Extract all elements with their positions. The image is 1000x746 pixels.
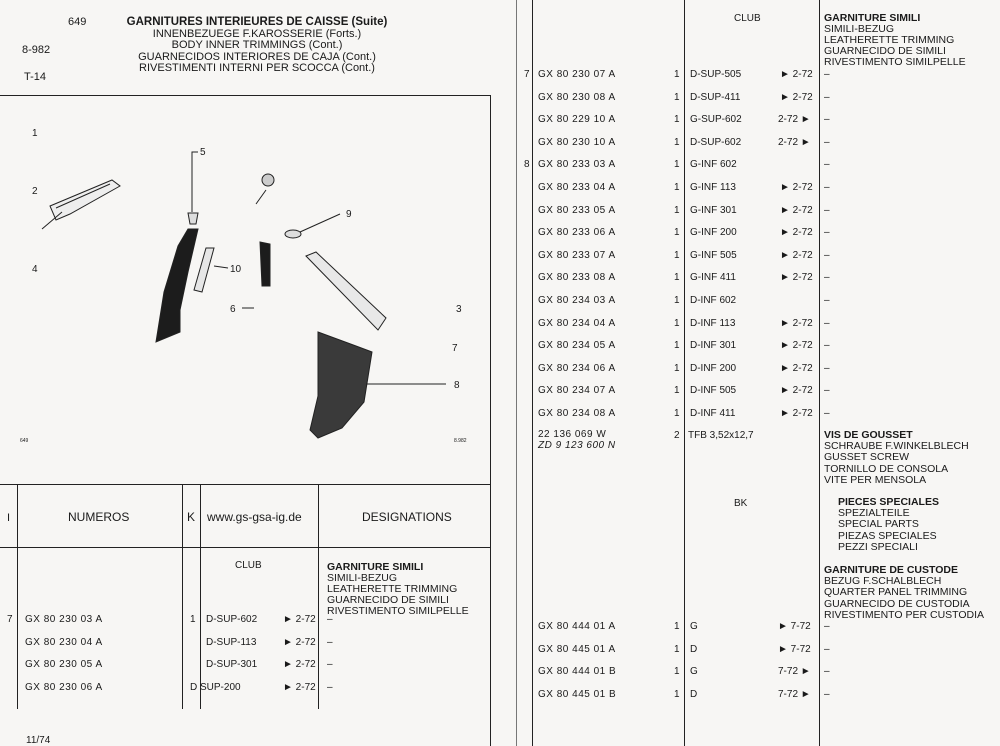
title-line: INNENBEZUEGE F.KAROSSERIE (Forts.) <box>152 27 362 40</box>
part-code: TFB 3,52x12,7 <box>688 430 754 441</box>
callout-6: 6 <box>230 304 236 315</box>
divider <box>0 484 490 485</box>
date-marker: 2-72 ► <box>778 136 811 148</box>
quantity: 1 <box>674 295 680 306</box>
date-marker: ► 2-72 <box>780 91 813 103</box>
part-code: G-INF 411 <box>690 272 736 284</box>
quantity: 1 <box>674 643 680 655</box>
designation-dash: – <box>824 136 830 148</box>
designation-line: SIMILI-BEZUG <box>327 572 398 584</box>
part-10-shape <box>194 248 214 292</box>
quantity: 1 <box>674 204 680 216</box>
part-code: SUP-200 <box>200 681 241 693</box>
part-number: GX 80 229 10 A <box>538 114 616 126</box>
part-number: GX 80 234 05 A <box>538 340 616 352</box>
date-marker: ► 2-72 <box>780 408 813 419</box>
designation-dash: – <box>824 204 830 216</box>
designation-line: GUARNECIDO DE CUSTODIA <box>824 597 970 610</box>
divider <box>17 484 18 709</box>
designation-line: VITE PER MENSOLA <box>824 473 927 486</box>
designation-line: BEZUG F.SCHALBLECH <box>824 575 942 588</box>
date-marker: ► 2-72 <box>780 227 813 239</box>
quantity: 1 <box>674 136 680 148</box>
callout-2: 2 <box>32 186 38 197</box>
column-header-index: I <box>7 512 11 524</box>
divider <box>182 484 183 709</box>
designation-line: PIECES SPECIALES <box>838 496 939 508</box>
designation-line: SIMILI-BEZUG <box>824 23 895 35</box>
part-number: GX 80 230 05 A <box>25 659 103 670</box>
designation-line: TORNILLO DE CONSOLA <box>824 462 949 475</box>
quantity: 1 <box>674 666 680 677</box>
reference-code: 8-982 <box>22 44 51 56</box>
part-8-shape <box>310 332 372 438</box>
part-code: G-INF 113 <box>690 182 736 193</box>
part-code: G-INF 301 <box>690 204 737 216</box>
part-number: GX 80 233 06 A <box>538 227 616 239</box>
part-number: GX 80 230 08 A <box>538 91 616 103</box>
designation-dash: – <box>824 688 830 700</box>
date-marker: ► 2-72 <box>780 182 813 193</box>
date-marker: ► 2-72 <box>780 317 813 329</box>
designation-line: SCHRAUBE F.WINKELBLECH <box>824 440 969 453</box>
quantity: 1 <box>674 249 680 261</box>
group-label: CLUB <box>734 13 761 24</box>
part-code: D-SUP-113 <box>206 636 257 648</box>
quantity: 1 <box>674 114 680 126</box>
column-header-designations: DESIGNATIONS <box>362 510 452 524</box>
part-pillar-shape <box>156 229 198 342</box>
designation-line: GARNITURE SIMILI <box>824 12 921 24</box>
designation-line: SPECIAL PARTS <box>838 518 919 531</box>
date-marker: ► 2-72 <box>780 362 813 374</box>
row-index: 7 <box>7 614 13 625</box>
part-number: 22 136 069 W <box>538 429 607 440</box>
callout-4: 4 <box>32 264 38 275</box>
part-code: D-INF 200 <box>690 362 737 374</box>
designation-line: RIVESTIMENTO PER CUSTODIA <box>824 608 985 621</box>
designation-line: LEATHERETTE TRIMMING <box>824 34 955 46</box>
designation-dash: – <box>824 249 830 261</box>
divider <box>200 484 201 709</box>
designation-line: GUARNECIDO DE SIMILI <box>327 594 449 606</box>
designation-line: GUARNECIDO DE SIMILI <box>824 45 946 57</box>
divider <box>0 547 490 548</box>
designation-line: LEATHERETTE TRIMMING <box>327 583 458 595</box>
part-number: GX 80 233 04 A <box>538 182 616 193</box>
designation-dash: – <box>824 621 830 632</box>
title-line: GUARNECIDOS INTERIORES DE CAJA (Cont.) <box>138 50 376 63</box>
designation-dash: – <box>824 666 830 677</box>
row-index: 7 <box>524 69 530 80</box>
date-marker: ► 2-72 <box>780 385 813 397</box>
column-header-numeros: NUMEROS <box>68 510 130 524</box>
part-code: D <box>690 643 698 655</box>
date-marker: ► 7-72 <box>778 621 811 632</box>
part-code: G <box>690 666 698 677</box>
part-number: GX 80 234 08 A <box>538 408 616 419</box>
part-number: GX 80 233 05 A <box>538 204 616 216</box>
divider <box>684 0 685 746</box>
part-number: GX 80 444 01 B <box>538 666 617 677</box>
part-code: G-SUP-602 <box>690 114 742 126</box>
quantity: 1 <box>190 614 196 625</box>
quantity: 2 <box>674 430 680 441</box>
website-label: www.gs-gsa-ig.de <box>207 510 302 524</box>
diagram-corner-ref: 8.982 <box>454 438 467 444</box>
designation-dash: – <box>327 681 333 693</box>
date-marker: 2-72 ► <box>778 114 811 126</box>
leader-line <box>192 152 198 212</box>
part-number: GX 80 445 01 A <box>538 643 616 655</box>
date-marker: 7-72 ► <box>778 688 811 700</box>
part-number: GX 80 444 01 A <box>538 621 616 632</box>
group-label: BK <box>734 498 748 509</box>
date-marker: 7-72 ► <box>778 666 811 677</box>
part-number: GX 80 234 07 A <box>538 385 616 397</box>
callout-10: 10 <box>230 264 242 275</box>
part-3-shape <box>306 252 386 330</box>
quantity: 1 <box>674 688 680 700</box>
designation-dash: – <box>824 91 830 103</box>
designation-dash: – <box>824 159 830 171</box>
date-marker: ► 2-72 <box>283 681 316 693</box>
designation-dash: – <box>824 340 830 352</box>
designation-dash: – <box>824 362 830 374</box>
callout-7: 7 <box>452 343 458 354</box>
quantity: 1 <box>674 621 680 632</box>
quantity: 1 <box>674 272 680 284</box>
quantity: 1 <box>674 340 680 352</box>
designation-dash: – <box>824 114 830 126</box>
designation-dash: – <box>824 69 830 80</box>
callout-1: 1 <box>32 128 38 139</box>
designation-dash: – <box>824 385 830 397</box>
page-number: 649 <box>68 16 87 28</box>
date-marker: ► 2-72 <box>283 659 316 670</box>
designation-dash: – <box>824 643 830 655</box>
designation-dash: – <box>327 614 333 625</box>
divider <box>532 0 533 746</box>
title-line: RIVESTIMENTI INTERNI PER SCOCCA (Cont.) <box>139 62 375 74</box>
date-marker: ► 2-72 <box>780 69 813 80</box>
leader-line <box>214 266 228 268</box>
part-2-shape <box>50 180 120 220</box>
designation-dash: – <box>824 317 830 329</box>
quantity: 1 <box>674 69 680 80</box>
part-code: D-INF 602 <box>690 295 737 306</box>
designation-line: QUARTER PANEL TRIMMING <box>824 586 968 599</box>
date-marker: ► 2-72 <box>283 636 316 648</box>
part-code: D-SUP-301 <box>206 659 258 670</box>
parts-diagram <box>0 96 490 484</box>
part-number: GX 80 233 03 A <box>538 159 616 171</box>
designation-dash: – <box>824 295 830 306</box>
part-5-shape <box>188 213 198 224</box>
divider <box>318 484 319 709</box>
callout-5: 5 <box>200 147 206 158</box>
date-marker: ► 2-72 <box>780 340 813 352</box>
title-line: GARNITURES INTERIEURES DE CAISSE (Suite) <box>126 16 388 28</box>
quantity: 1 <box>674 227 680 239</box>
designation-line: SPEZIALTEILE <box>838 507 910 520</box>
divider <box>819 0 820 746</box>
quantity: D <box>190 681 198 693</box>
date-marker: ► 2-72 <box>283 614 316 625</box>
date-marker: ► 2-72 <box>780 249 813 261</box>
designation-line: RIVESTIMENTO SIMILPELLE <box>824 56 966 68</box>
divider <box>490 95 491 746</box>
leader-line <box>42 212 62 229</box>
part-number: GX 80 230 04 A <box>25 636 103 648</box>
diagram-corner-ref: 649 <box>20 438 29 444</box>
part-code: G-INF 505 <box>690 249 737 261</box>
date-marker: ► 2-72 <box>780 272 813 284</box>
designation-line: GARNITURE DE CUSTODE <box>824 564 958 576</box>
part-ring-shape <box>262 174 274 186</box>
designation-line: GUSSET SCREW <box>824 451 909 464</box>
part-9-shape <box>285 230 301 238</box>
part-number: GX 80 230 10 A <box>538 136 616 148</box>
designation-line: PEZZI SPECIALI <box>838 540 918 553</box>
designation-dash: – <box>327 659 333 670</box>
part-number: GX 80 233 08 A <box>538 272 616 284</box>
part-number: ZD 9 123 600 N <box>538 440 616 451</box>
part-code: G <box>690 621 698 632</box>
designation-dash: – <box>327 636 333 648</box>
quantity: 1 <box>674 385 680 397</box>
part-number: GX 80 445 01 B <box>538 688 617 700</box>
designation-dash: – <box>824 272 830 284</box>
reference-code-2: T-14 <box>24 71 47 83</box>
part-code: D-INF 301 <box>690 340 737 352</box>
part-code: D <box>690 688 698 700</box>
designation-line: GARNITURE SIMILI <box>327 561 424 573</box>
part-number: GX 80 234 06 A <box>538 362 616 374</box>
part-number: GX 80 230 07 A <box>538 69 616 80</box>
designation-line: VIS DE GOUSSET <box>824 429 913 441</box>
quantity: 1 <box>674 182 680 193</box>
part-6-shape <box>260 242 270 286</box>
row-index: 8 <box>524 159 530 171</box>
leader-line <box>300 214 340 232</box>
quantity: 1 <box>674 408 680 419</box>
part-code: D-INF 113 <box>690 317 736 329</box>
group-label: CLUB <box>235 560 262 571</box>
part-number: GX 80 234 04 A <box>538 317 616 329</box>
part-code: G-INF 602 <box>690 159 737 171</box>
page-gutter <box>516 0 517 746</box>
quantity: 1 <box>674 91 680 103</box>
part-code: D-SUP-411 <box>690 91 741 103</box>
leader-line <box>256 190 266 204</box>
date-marker: ► 2-72 <box>780 204 813 216</box>
part-number: GX 80 233 07 A <box>538 249 616 261</box>
quantity: 1 <box>674 362 680 374</box>
part-code: D-INF 505 <box>690 385 737 397</box>
designation-dash: – <box>824 408 830 419</box>
part-code: D-SUP-602 <box>206 614 258 625</box>
part-code: G-INF 200 <box>690 227 737 239</box>
part-code: D-SUP-505 <box>690 69 742 80</box>
part-code: D-INF 411 <box>690 408 736 419</box>
title-line: BODY INNER TRIMMINGS (Cont.) <box>171 39 343 51</box>
designation-dash: – <box>824 227 830 239</box>
quantity: 1 <box>674 317 680 329</box>
designation-dash: – <box>824 182 830 193</box>
quantity: 1 <box>674 159 680 171</box>
callout-3: 3 <box>456 304 462 315</box>
part-number: GX 80 234 03 A <box>538 295 616 306</box>
callout-8: 8 <box>454 380 460 391</box>
date-marker: ► 7-72 <box>778 643 811 655</box>
designation-line: RIVESTIMENTO SIMILPELLE <box>327 605 469 617</box>
part-number: GX 80 230 03 A <box>25 614 103 625</box>
part-number: GX 80 230 06 A <box>25 681 103 693</box>
designation-line: PIEZAS SPECIALES <box>838 529 937 542</box>
footer-date: 11/74 <box>26 735 51 746</box>
part-code: D-SUP-602 <box>690 136 742 148</box>
column-header-k: K <box>187 510 196 524</box>
callout-9: 9 <box>346 209 352 220</box>
